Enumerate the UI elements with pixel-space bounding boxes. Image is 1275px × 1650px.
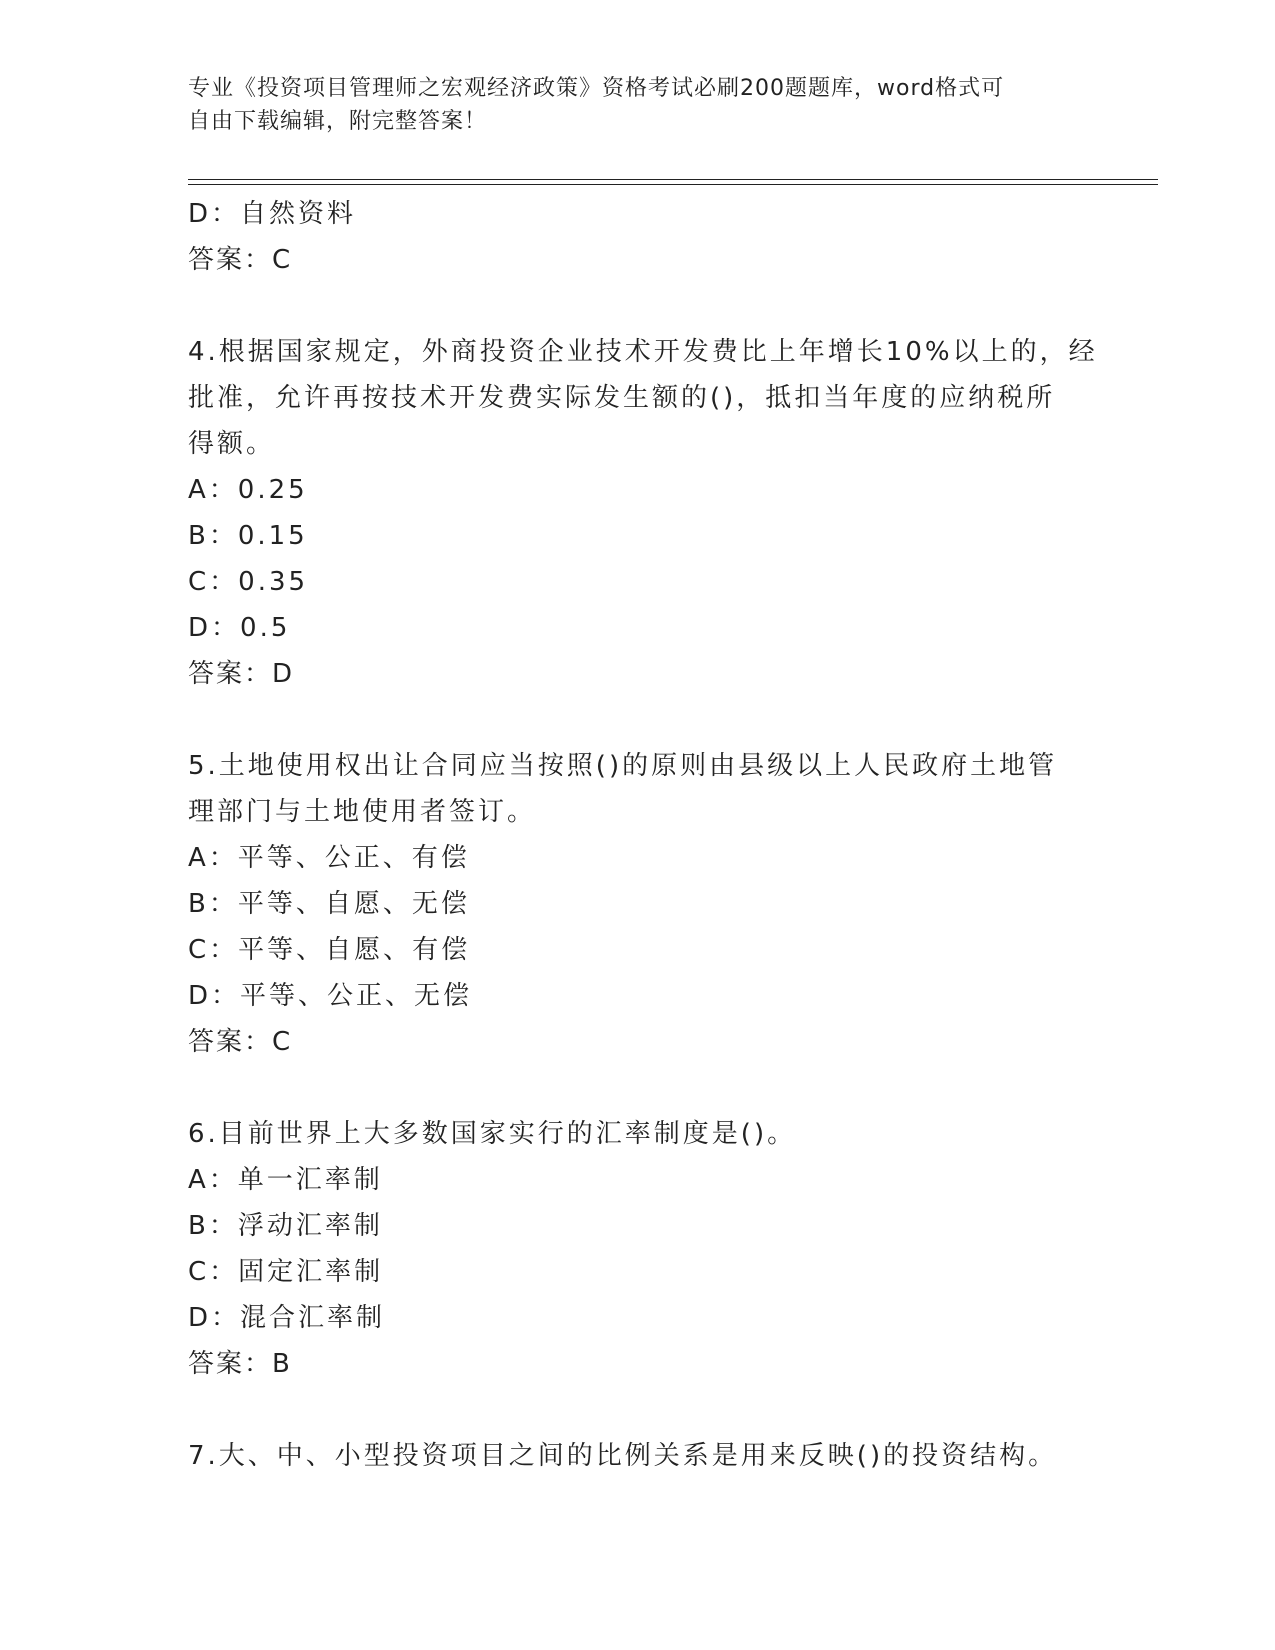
header-divider-bottom — [188, 184, 1158, 185]
spacer — [188, 697, 1088, 743]
question-4 — [188, 329, 1098, 697]
spacer — [188, 283, 1088, 329]
question-7 — [188, 1433, 1088, 1479]
header-title-line-2: 自由下载编辑，附完整答案！ — [188, 109, 488, 134]
option-d: D：自然资料 — [188, 199, 357, 229]
header-title-line-1: 专业《投资项目管理师之宏观经济政策》资格考试必刷200题题库，word格式可 — [188, 76, 1005, 101]
answer-line: 答案：C — [188, 1027, 293, 1057]
spacer — [188, 1387, 1088, 1433]
option-c: C：0.35 — [188, 567, 309, 597]
question-stem-line: 5.土地使用权出让合同应当按照()的原则由县级以上人民政府土地管 — [188, 751, 1058, 781]
option-a: A：平等、公正、有偿 — [188, 843, 470, 873]
option-d: D：0.5 — [188, 613, 291, 643]
question-stem-line: 批准，允许再按技术开发费实际发生额的()，抵扣当年度的应纳税所 — [188, 383, 1056, 413]
question-stem-line: 理部门与土地使用者签订。 — [188, 797, 537, 827]
page-header — [188, 72, 1088, 138]
header-divider-top — [188, 179, 1158, 180]
question-stem-line: 6.目前世界上大多数国家实行的汇率制度是()。 — [188, 1119, 797, 1149]
question-5 — [188, 743, 1088, 1065]
question-list — [188, 191, 1098, 1479]
option-d: D：平等、公正、无偿 — [188, 981, 473, 1011]
answer-line: 答案：D — [188, 659, 295, 689]
previous-question-tail — [188, 191, 1088, 283]
question-stem-line: 7.大、中、小型投资项目之间的比例关系是用来反映()的投资结构。 — [188, 1441, 1058, 1471]
option-b: B：浮动汇率制 — [188, 1211, 383, 1241]
option-d: D：混合汇率制 — [188, 1303, 386, 1333]
option-b: B：0.15 — [188, 521, 308, 551]
option-c: C：固定汇率制 — [188, 1257, 384, 1287]
option-b: B：平等、自愿、无偿 — [188, 889, 470, 919]
option-a: A：0.25 — [188, 475, 308, 505]
option-a: A：单一汇率制 — [188, 1165, 383, 1195]
question-stem-line: 4.根据国家规定，外商投资企业技术开发费比上年增长10%以上的，经 — [188, 337, 1098, 367]
answer-line: 答案：C — [188, 245, 293, 275]
answer-line: 答案：B — [188, 1349, 292, 1379]
spacer — [188, 1065, 1088, 1111]
question-stem-line: 得额。 — [188, 429, 276, 459]
option-c: C：平等、自愿、有偿 — [188, 935, 471, 965]
question-6 — [188, 1111, 1088, 1387]
